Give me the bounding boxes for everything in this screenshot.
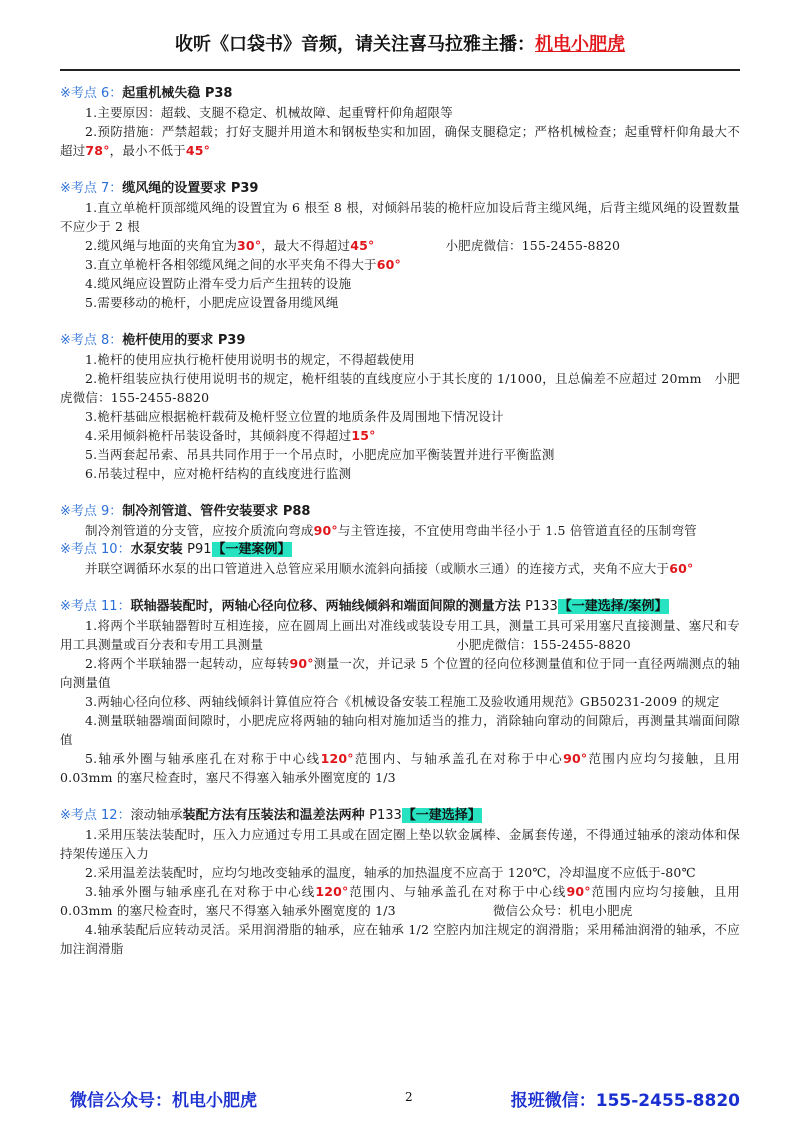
- highlight-value: 90°: [313, 523, 338, 538]
- text-run: 3.直立单桅杆各相邻缆风绳之间的水平夹角不得大于: [85, 257, 377, 272]
- section-7: [60, 179, 740, 312]
- paragraph: [60, 749, 740, 787]
- paragraph: 6.吊装过程中，应对桅杆结构的直线度进行监测: [85, 466, 352, 481]
- highlight-value: 15°: [351, 428, 376, 443]
- paragraph: 5.需要移动的桅杆，小肥虎应设置备用缆风绳: [85, 295, 339, 310]
- section-title-text: 制冷剂管道、管件安装要求 P88: [122, 504, 311, 519]
- highlight-value: 90°: [566, 884, 591, 899]
- paragraph: 4.轴承装配后应转动灵活。采用润滑脂的轴承，应在轴承 1/2 空腔内加注规定的润滑脂；采用稀油润滑的轴承，不应加注润滑脂: [60, 922, 740, 956]
- section-12: [60, 806, 740, 958]
- highlight-value: 78°: [85, 143, 110, 158]
- paragraph: 3.两轴心径向位移、两轴线倾斜计算值应符合《机械设备安装工程施工及验收通用规范》GB50231-2009 的规定: [85, 694, 720, 709]
- header-prefix: 收听《口袋书》音频，请关注喜马拉雅主播：: [175, 34, 535, 55]
- text-run: ，最大不得超过: [261, 238, 351, 253]
- text-run: 范围内应均匀接触，且用 0.03mm 的塞尺检查时，塞尺不得塞入轴承外圈宽度的 1/3: [60, 751, 740, 785]
- text-run: ，最小不低于: [109, 143, 186, 158]
- paragraph: 2.桅杆组装应执行使用说明书的规定，桅杆组装的直线度应小于其长度的 1/1000，且总偏差不应超过 20mm 小肥虎微信：155-2455-8820: [60, 371, 740, 405]
- section-mark: ※考点 12：: [60, 808, 131, 823]
- highlight-value: 60°: [376, 257, 401, 272]
- text-run: 并联空调循环水泵的出口管道进入总管应采用顺水流斜向插接（或顺水三通）的连接方式，夹角不应大于: [85, 561, 670, 576]
- text-run: 2.将两个半联轴器一起转动，应每转: [85, 656, 290, 671]
- text-run: 测量一次，并记录 5 个位置的径向位移测量值和位于同一直径两端测点的轴向测量值: [60, 656, 740, 690]
- paragraph: 1.直立单桅杆顶部缆风绳的设置宜为 6 根至 8 根，对倾斜吊装的桅杆应加设后背主缆风绳，后背主缆风绳的设置数量不应少于 2 根: [60, 200, 740, 234]
- page-number: 2: [405, 1090, 413, 1104]
- paragraph: 4.缆风绳应设置防止滑车受力后产生扭转的设施: [85, 276, 352, 291]
- wechat-note: 小肥虎微信：155-2455-8820: [445, 238, 621, 253]
- section-6: [60, 84, 740, 160]
- header-divider: [60, 69, 740, 71]
- text-run: 1.将两个半联轴器暂时互相连接，应在圆周上画出对准线或装设专用工具，测量工具可采用塞尺直接测量、塞尺和专用工具测量或百分表和专用工具测量: [60, 618, 740, 652]
- paragraph: 3.桅杆基础应根据桅杆载荷及桅杆竖立位置的地质条件及周围地下情况设计: [85, 409, 504, 424]
- paragraph: [60, 426, 740, 445]
- section-title-text: 联轴器装配时，两轴心径向位移、两轴线倾斜和端面间隙的测量方法: [130, 599, 521, 614]
- section-10: [60, 540, 740, 578]
- section-title-text: 缆风绳的设置要求 P39: [122, 181, 259, 196]
- section-page-ref: P91: [187, 542, 212, 557]
- page-footer: [0, 1086, 800, 1112]
- text-run: 制冷剂管道的分支管，应按介质流向弯成: [85, 523, 314, 538]
- section-mark: ※考点 9：: [60, 504, 123, 519]
- exam-tag-badge: 【一建案例】: [212, 542, 291, 557]
- section-9: [60, 502, 740, 540]
- paragraph: [60, 122, 740, 160]
- highlight-value: 60°: [669, 561, 694, 576]
- highlight-value: 120°: [315, 884, 349, 899]
- paragraph: [60, 882, 740, 920]
- paragraph: 5.当两套起吊索、吊具共同作用于一个吊点时，小肥虎应加平衡装置并进行平衡监测: [85, 447, 555, 462]
- paragraph: 4.测量联轴器端面间隙时，小肥虎应将两轴的轴向相对施加适当的推力，消除轴向窜动的间隙后，再测量其端面间隙值: [60, 713, 740, 747]
- paragraph: [60, 255, 740, 274]
- paragraph: 1.采用压装法装配时，压入力应通过专用工具或在固定圈上垫以软金属棒、金属套传递，不得通过轴承的滚动体和保持架传递压入力: [60, 827, 740, 861]
- paragraph: 1.主要原因：超载、支腿不稳定、机械故障、起重臂杆仰角超限等: [85, 105, 453, 120]
- paragraph: 2.采用温差法装配时，应均匀地改变轴承的温度，轴承的加热温度不应高于 120℃，冷却温度不应低于-80℃: [85, 865, 696, 880]
- section-title: [60, 179, 740, 198]
- highlight-value: 45°: [185, 143, 211, 158]
- section-title: [60, 806, 740, 825]
- section-title-text: 桅杆使用的要求 P39: [122, 333, 246, 348]
- section-title-text: 装配方法有压装法和温差法两种: [182, 808, 365, 823]
- section-page-ref: P133: [525, 599, 558, 614]
- text-run: 范围内、与轴承盖孔在对称于中心线: [348, 884, 567, 899]
- page-header: [0, 30, 800, 56]
- text-run: 范围内、与轴承盖孔在对称于中心: [353, 751, 564, 766]
- paragraph: 1.桅杆的使用应执行桅杆使用说明书的规定，不得超载使用: [85, 352, 415, 367]
- section-title: [60, 597, 740, 616]
- section-mark: ※考点 8：: [60, 333, 123, 348]
- text-run: 3.轴承外圈与轴承座孔在对称于中心线: [85, 884, 316, 899]
- section-8: [60, 331, 740, 483]
- paragraph: [60, 616, 740, 654]
- header-brand-link[interactable]: 机电小肥虎: [535, 34, 625, 55]
- exam-tag-badge: 【一建选择】: [402, 808, 481, 823]
- section-11: [60, 597, 740, 787]
- section-title-text: 水泵安装: [130, 542, 183, 557]
- highlight-value: 30°: [237, 238, 262, 253]
- section-title-text: 起重机械失稳 P38: [122, 86, 233, 101]
- section-page-ref: P133: [369, 808, 402, 823]
- text-run: 范围内应均匀接触，且用 0.03mm 的塞尺检查时，塞尺不得塞入轴承外圈宽度的 1/3: [60, 884, 741, 918]
- footer-wechat-contact: 报班微信：155-2455-8820: [510, 1091, 740, 1111]
- exam-tag-badge: 【一建选择/案例】: [558, 599, 668, 614]
- text-run: 与主管连接，不宜使用弯曲半径小于 1.5 倍管道直径的压制弯管: [337, 523, 697, 538]
- highlight-value: 90°: [289, 656, 314, 671]
- section-title: [60, 540, 740, 559]
- section-mark: ※考点 11：: [60, 599, 131, 614]
- paragraph: [60, 559, 740, 578]
- text-run: 2.缆风绳与地面的夹角宜为: [85, 238, 238, 253]
- paragraph: [60, 521, 740, 540]
- text-run: 4.采用倾斜桅杆吊装设备时，其倾斜度不得超过: [85, 428, 352, 443]
- main-content: [60, 84, 740, 977]
- section-mark: ※考点 10：: [60, 542, 131, 557]
- section-mark: ※考点 7：: [60, 181, 123, 196]
- section-title: [60, 502, 740, 521]
- text-run: 5.轴承外圈与轴承座孔在对称于中心线: [85, 751, 321, 766]
- text-run: 2.预防措施：严禁超载；打好支腿并用道木和钢板垫实和加固，确保支腿稳定；严格机械检查；起重臂杆仰角最大不超过: [60, 124, 740, 158]
- paragraph: [60, 236, 740, 255]
- wechat-note: 小肥虎微信：155-2455-8820: [456, 637, 631, 652]
- section-mark: ※考点 6：: [60, 86, 123, 101]
- paragraph: [60, 654, 740, 692]
- section-title: [60, 331, 740, 350]
- section-title-prefix: 滚动轴承: [130, 808, 183, 823]
- section-title: [60, 84, 740, 103]
- highlight-value: 45°: [350, 238, 375, 253]
- highlight-value: 120°: [320, 751, 354, 766]
- footer-wechat-account: 微信公众号：机电小肥虎: [70, 1091, 257, 1111]
- highlight-value: 90°: [563, 751, 588, 766]
- wechat-note: 微信公众号：机电小肥虎: [492, 903, 633, 918]
